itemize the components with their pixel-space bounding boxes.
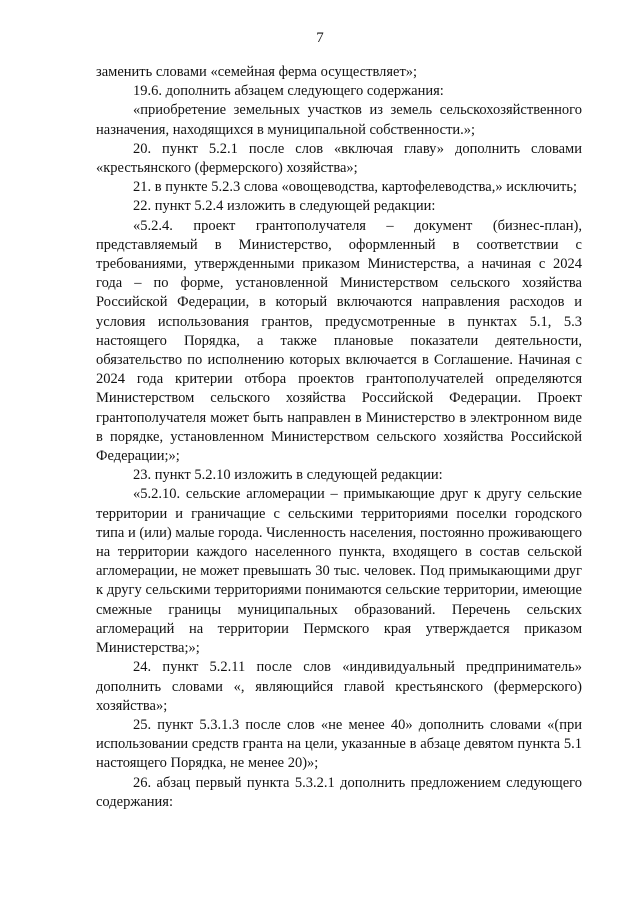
document-body xyxy=(96,63,582,812)
paragraph: 22. пункт 5.2.4 изложить в следующей редакции: xyxy=(133,198,436,215)
paragraph: 19.6. дополнить абзацем следующего содержания: xyxy=(133,83,444,100)
page-number: 7 xyxy=(316,30,324,46)
paragraph: «приобретение земельных участков из земель сельскохозяйственного назначения, находящихся в муниципальной собственности.»; xyxy=(96,102,582,138)
paragraph: заменить словами «семейная ферма осуществляет»; xyxy=(96,64,418,80)
paragraph: 26. абзац первый пункта 5.3.2.1 дополнить предложением следующего содержания: xyxy=(96,774,582,810)
paragraph: «5.2.10. сельские агломерации – примыкающие друг к другу сельские территории и граничащие с сельскими территориями поселки городского типа и (или) малые города. Численность населения, постоянно проживающего на территории каждого населенного пункта, входящего в состав сельской агломерации, не может превышать 30 тыс. человек. Под примыкающими друг к другу сельскими территориями понимаются сельские территории, имеющие смежные границы муниципальных образований. Перечень сельских агломераций на территории Пермского края утверждается приказом Министерства;»; xyxy=(96,486,582,657)
paragraph: «5.2.4. проект грантополучателя – документ (бизнес-план), представляемый в Министерство, оформленный в соответствии с требованиями, утвержденными приказом Министерства, а начиная с 2024 года – по форме, установленной Министерством сельского хозяйства Российской Федерации, в который включаются направления расходов и условия использования грантов, предусмотренные в пунктах 5.1, 5.3 настоящего Порядка, а также плановые показатели деятельности, обязательство по исполнению которых включается в Соглашение. Начиная с 2024 года критерии отбора проектов грантополучателей определяются Министерством сельского хозяйства Российской Федерации. Проект грантополучателя может быть направлен в Министерство в электронном виде в порядке, установленном Министерством сельского хозяйства Российской Федерации;»; xyxy=(96,217,582,465)
paragraph: 20. пункт 5.2.1 после слов «включая главу» дополнить словами «крестьянского (фермерского) хозяйства»; xyxy=(96,140,582,177)
paragraph: 25. пункт 5.3.1.3 после слов «не менее 40» дополнить словами «(при использовании средств гранта на цели, указанные в абзаце девятом пункта 5.1 настоящего Порядка, не менее 20)»; xyxy=(96,716,582,772)
paragraph: 24. пункт 5.2.11 после слов «индивидуальный предприниматель» дополнить словами «, являющийся главой крестьянского (фермерского) хозяйства»; xyxy=(96,659,582,714)
paragraph: 23. пункт 5.2.10 изложить в следующей редакции: xyxy=(133,467,443,484)
paragraph: 21. в пункте 5.2.3 слова «овощеводства, картофелеводства,» исключить; xyxy=(133,179,577,196)
